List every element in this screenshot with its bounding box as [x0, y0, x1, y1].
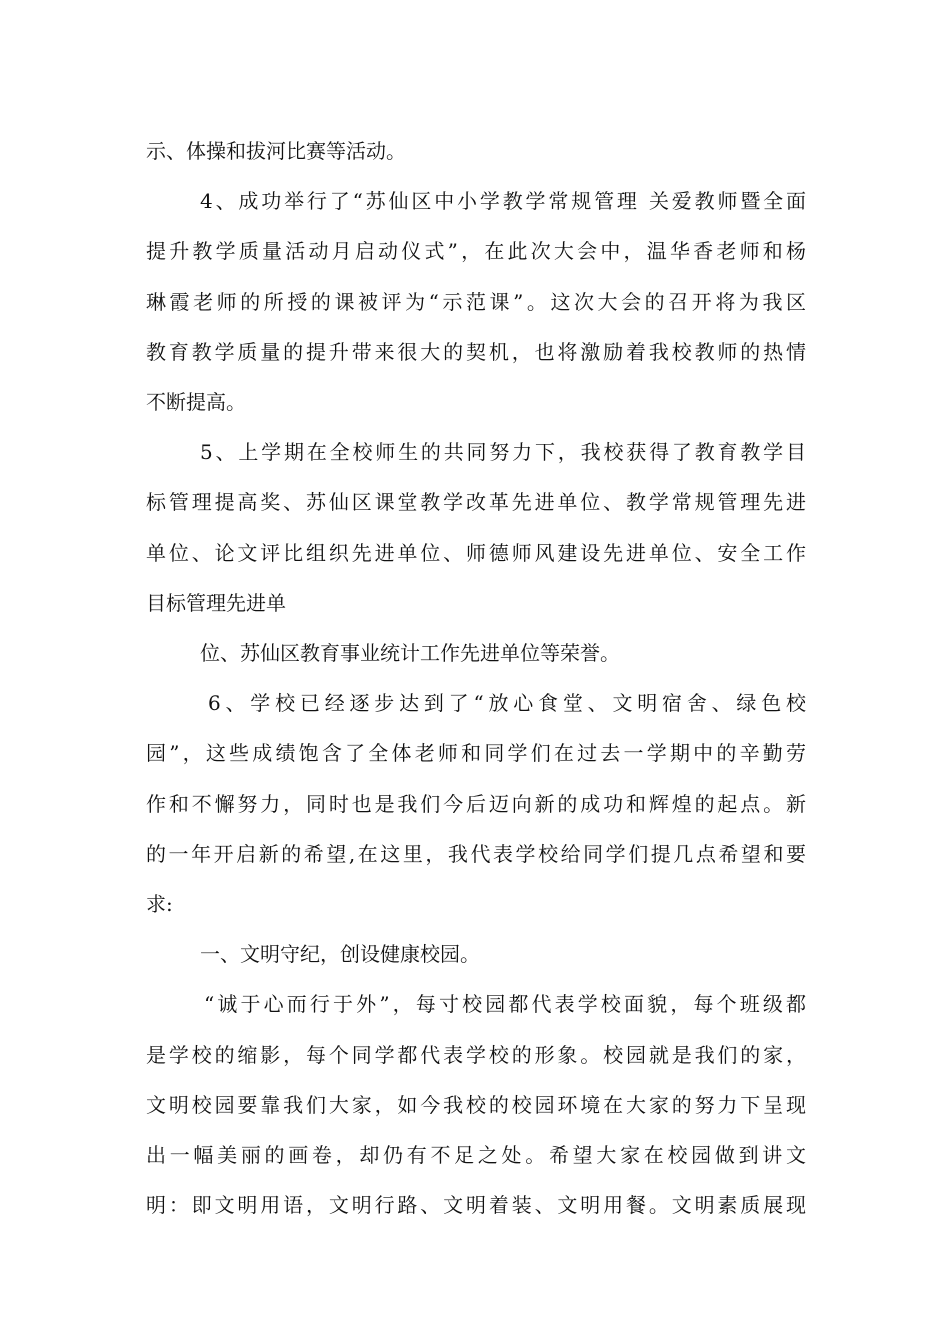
text-line-11: 位、苏仙区教育事业统计工作先进单位等荣誉。 — [200, 641, 620, 665]
text-line-12: 6、学校已经逐步达到了“放心食堂、文明宿舍、绿色校 — [208, 691, 806, 715]
text-line-20: 文明校园要靠我们大家，如今我校的校园环境在大家的努力下呈现 — [146, 1093, 806, 1117]
text-line-19: 是学校的缩影，每个同学都代表学校的形象。校园就是我们的家， — [146, 1043, 806, 1067]
text-line-15: 的一年开启新的希望,在这里，我代表学校给同学们提几点希望和要 — [146, 842, 806, 866]
text-line-22: 明：即文明用语，文明行路、文明着装、文明用餐。文明素质展现 — [146, 1193, 806, 1217]
text-line-21: 出一幅美丽的画卷，却仍有不足之处。希望大家在校园做到讲文 — [146, 1143, 806, 1167]
text-line-10: 目标管理先进单 — [146, 591, 286, 615]
text-line-9: 单位、论文评比组织先进单位、师德师风建设先进单位、安全工作 — [146, 541, 806, 565]
text-line-17: 一、文明守纪，创设健康校园。 — [200, 942, 480, 966]
text-line-14: 作和不懈努力，同时也是我们今后迈向新的成功和辉煌的起点。新 — [146, 792, 806, 816]
text-line-6: 不断提高。 — [146, 390, 246, 414]
text-line-1: 示、体操和拔河比赛等活动。 — [146, 139, 406, 163]
text-line-7: 5、上学期在全校师生的共同努力下，我校获得了教育教学目 — [200, 440, 806, 464]
text-line-16: 求: — [146, 892, 173, 916]
text-line-2: 4、成功举行了“苏仙区中小学教学常规管理 关爱教师暨全面 — [200, 189, 806, 213]
text-line-4: 琳霞老师的所授的课被评为“示范课”。这次大会的召开将为我区 — [146, 290, 806, 314]
text-line-13: 园”，这些成绩饱含了全体老师和同学们在过去一学期中的辛勤劳 — [146, 741, 806, 765]
text-line-8: 标管理提高奖、苏仙区课堂教学改革先进单位、教学常规管理先进 — [146, 490, 806, 514]
text-line-18: “诚于心而行于外”，每寸校园都代表学校面貌，每个班级都 — [204, 992, 806, 1016]
text-line-5: 教育教学质量的提升带来很大的契机，也将激励着我校教师的热情 — [146, 340, 806, 364]
text-line-3: 提升教学质量活动月启动仪式”，在此次大会中，温华香老师和杨 — [146, 239, 806, 263]
